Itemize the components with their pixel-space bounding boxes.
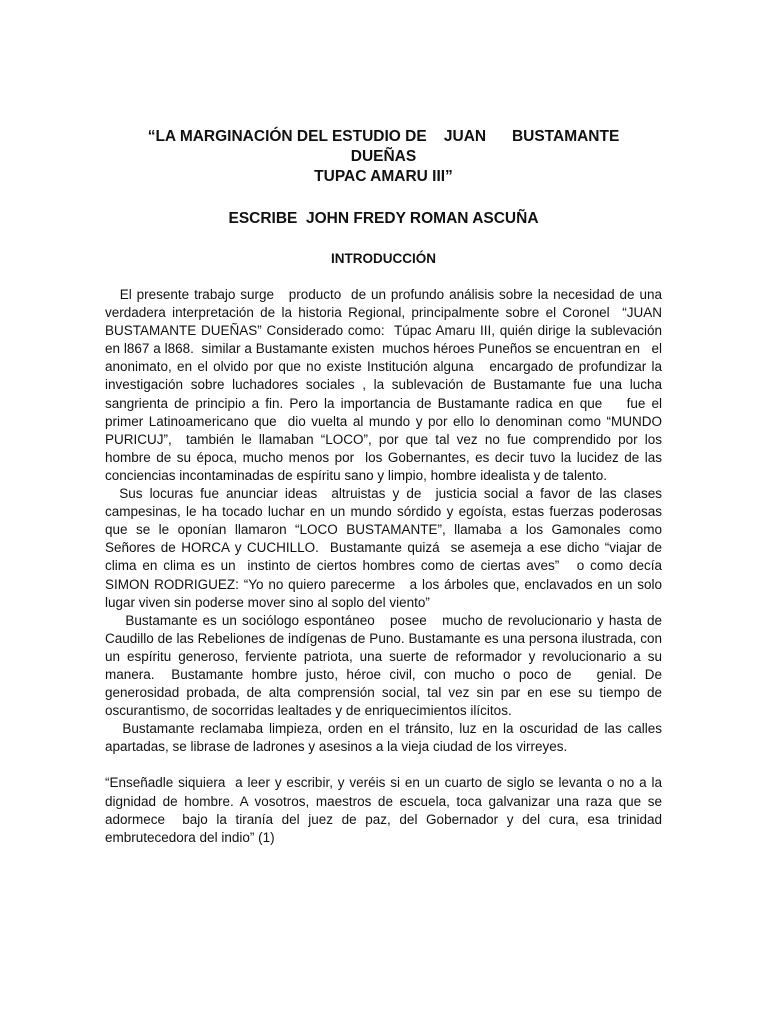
document-title bbox=[105, 127, 662, 187]
section-heading: INTRODUCCIÓN bbox=[331, 251, 436, 266]
document-page bbox=[105, 127, 674, 847]
paragraph-4: Bustamante reclamaba limpieza, orden en el tránsito, luz en la oscuridad de las calles apartadas, se librase de ladrones y asesinos a la vieja ciudad de los virreyes. bbox=[105, 721, 666, 755]
quote-paragraph: “Enseñadle siquiera a leer y escribir, y veréis si en un cuarto de siglo se levanta o no a la dignidad de hombre. A vosotros, maestros de escuela, toca galvanizar una raza que se adormece bajo la tiranía del juez de paz, del Gobernador y del cura, esa trinidad embrutecedora del indio” (1) bbox=[105, 775, 666, 845]
title-line-3: TUPAC AMARU III” bbox=[314, 168, 453, 185]
paragraph-3: Bustamante es un sociólogo espontáneo posee mucho de revolucionario y hasta de Caudillo de las Rebeliones de indígenas de Puno. Bustamante es una persona ilustrada, con un espíritu generoso, ferviente patriota, una suerte de reformador y revolucionario a su manera. Bustamante hombre justo, héroe civil, con mucho o poco de genial. De generosidad probada, de alta comprensión social, tal vez sin par en ese su tiempo de oscurantismo, de socorridas lealtades y de enriquecimientos ilícitos. bbox=[105, 612, 674, 719]
body-text bbox=[105, 286, 674, 847]
paragraph-1: El presente trabajo surge producto de un profundo análisis sobre la necesidad de una verdadera interpretación de la historia Regional, principalmente sobre el Coronel “JUAN BUSTAMANTE DUEÑAS” Considerado como: Túpac Amaru III, quién dirige la sublevación en l867 a l868. similar a Bustamante existen muchos héroes Puneños se encuentran en el anonimato, en el olvido por que no existe Institución alguna encargado de profundizar la investigación sobre luchadores sociales , la sublevación de Bustamante fue una lucha sangrienta de principio a fin. Pero la importancia de Bustamante radica en que fue el primer Latinoamericano que dio vuelta al mundo y por ello lo denominan como “MUNDO PURICUJ”, también le llamaban “LOCO”, por que tal vez no fue comprendido por los hombre de su época, mucho menos por los Gobernantes, es decir tuvo la lucidez de las conciencias incontaminadas de espíritu sano y limpio, hombre idealista y de talento. bbox=[105, 287, 670, 483]
author-line: ESCRIBE JOHN FREDY ROMAN ASCUÑA bbox=[228, 210, 539, 227]
paragraph-2: Sus locuras fue anunciar ideas altruistas y de justicia social a favor de las clases campesinas, le ha tocado luchar en un mundo sórdido y egoísta, estas fuerzas poderosas que se le oponían llamaron “LOCO BUSTAMANTE”, llamaba a los Gamonales como Señores de HORCA y CUCHILLO. Bustamante quizá se asemeja a ese dicho “viajar de clima en clima es un instinto de ciertos hombres como de ciertas aves” o como decía SIMON RODRIGUEZ: “Yo no quiero parecerme a los árboles que, enclavados en un solo lugar viven sin poderse mover sino al soplo del viento” bbox=[105, 486, 666, 610]
title-line-1: “LA MARGINACIÓN DEL ESTUDIO DE JUAN BUSTAMANTE bbox=[147, 128, 620, 145]
title-line-2: DUEÑAS bbox=[350, 148, 417, 165]
